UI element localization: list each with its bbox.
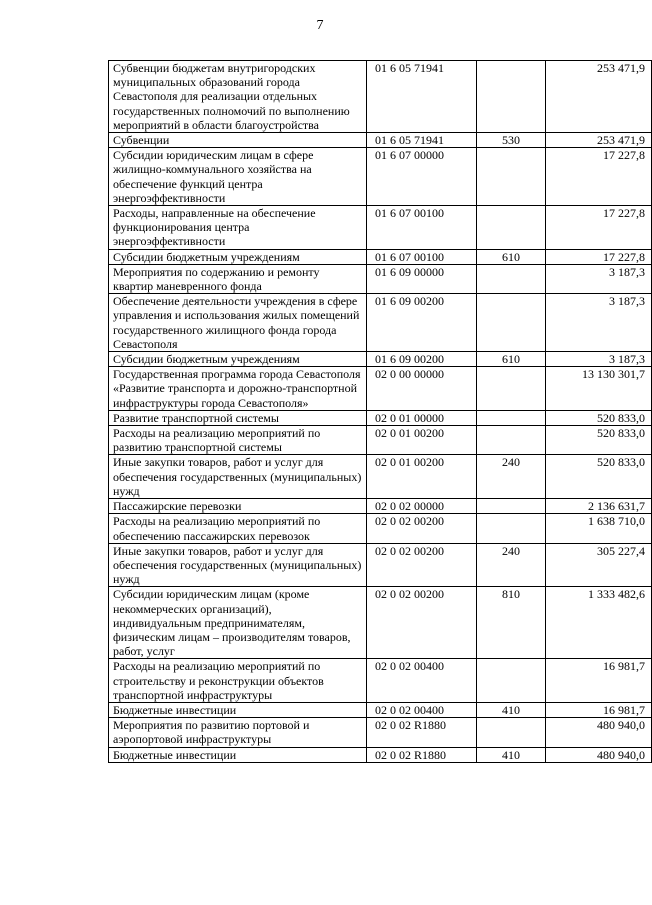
table-row bbox=[109, 148, 652, 206]
row-name-cell: Субсидии бюджетным учреждениям bbox=[109, 249, 367, 264]
row-type-cell bbox=[477, 499, 546, 514]
row-name-cell: Мероприятия по развитию портовой и аэропортовой инфраструктуры bbox=[109, 718, 367, 747]
row-code-cell: 01 6 09 00200 bbox=[367, 294, 477, 352]
row-code-cell: 02 0 02 R1880 bbox=[367, 718, 477, 747]
table-row bbox=[109, 718, 652, 747]
row-amount-cell: 253 471,9 bbox=[546, 61, 652, 133]
row-code-cell: 02 0 02 00200 bbox=[367, 543, 477, 587]
row-type-cell: 240 bbox=[477, 543, 546, 587]
table-row bbox=[109, 499, 652, 514]
row-type-cell bbox=[477, 659, 546, 703]
row-type-cell bbox=[477, 61, 546, 133]
page-number: 7 bbox=[316, 18, 324, 33]
row-name-cell: Пассажирские перевозки bbox=[109, 499, 367, 514]
table-row bbox=[109, 61, 652, 133]
row-type-cell bbox=[477, 367, 546, 411]
table-row bbox=[109, 264, 652, 293]
row-name-cell: Бюджетные инвестиции bbox=[109, 747, 367, 762]
row-name-cell: Субвенции bbox=[109, 133, 367, 148]
row-name-cell: Государственная программа города Севастополя «Развитие транспорта и дорожно-транспортной инфраструктуры города Севастополя» bbox=[109, 367, 367, 411]
row-type-cell bbox=[477, 294, 546, 352]
row-amount-cell: 16 981,7 bbox=[546, 659, 652, 703]
row-amount-cell: 305 227,4 bbox=[546, 543, 652, 587]
table-row bbox=[109, 455, 652, 499]
row-name-cell: Расходы, направленные на обеспечение функционирования центра энергоэффективности bbox=[109, 206, 367, 250]
row-amount-cell: 17 227,8 bbox=[546, 206, 652, 250]
row-code-cell: 02 0 02 00000 bbox=[367, 499, 477, 514]
row-amount-cell: 480 940,0 bbox=[546, 718, 652, 747]
row-amount-cell: 16 981,7 bbox=[546, 702, 652, 717]
row-name-cell: Субсидии бюджетным учреждениям bbox=[109, 352, 367, 367]
row-type-cell bbox=[477, 426, 546, 455]
budget-table-body bbox=[109, 61, 652, 763]
row-amount-cell: 480 940,0 bbox=[546, 747, 652, 762]
table-row bbox=[109, 426, 652, 455]
row-code-cell: 02 0 01 00200 bbox=[367, 426, 477, 455]
row-name-cell: Обеспечение деятельности учреждения в сфере управления и использования жилых помещений государственного жилищного фонда города Севастополя bbox=[109, 294, 367, 352]
table-row bbox=[109, 587, 652, 659]
table-row bbox=[109, 702, 652, 717]
row-type-cell bbox=[477, 718, 546, 747]
row-type-cell: 610 bbox=[477, 352, 546, 367]
row-code-cell: 02 0 02 R1880 bbox=[367, 747, 477, 762]
row-code-cell: 02 0 01 00000 bbox=[367, 410, 477, 425]
row-code-cell: 02 0 00 00000 bbox=[367, 367, 477, 411]
row-amount-cell: 1 333 482,6 bbox=[546, 587, 652, 659]
row-type-cell bbox=[477, 410, 546, 425]
row-code-cell: 02 0 01 00200 bbox=[367, 455, 477, 499]
row-type-cell: 240 bbox=[477, 455, 546, 499]
row-name-cell: Иные закупки товаров, работ и услуг для обеспечения государственных (муниципальных) нужд bbox=[109, 543, 367, 587]
row-amount-cell: 3 187,3 bbox=[546, 264, 652, 293]
row-amount-cell: 17 227,8 bbox=[546, 148, 652, 206]
row-type-cell bbox=[477, 148, 546, 206]
row-type-cell bbox=[477, 514, 546, 543]
row-name-cell: Бюджетные инвестиции bbox=[109, 702, 367, 717]
row-amount-cell: 3 187,3 bbox=[546, 352, 652, 367]
table-row bbox=[109, 294, 652, 352]
row-name-cell: Мероприятия по содержанию и ремонту квартир маневренного фонда bbox=[109, 264, 367, 293]
table-row bbox=[109, 206, 652, 250]
row-type-cell bbox=[477, 264, 546, 293]
row-type-cell: 410 bbox=[477, 747, 546, 762]
row-code-cell: 01 6 05 71941 bbox=[367, 133, 477, 148]
table-row bbox=[109, 543, 652, 587]
table-row bbox=[109, 659, 652, 703]
table-row bbox=[109, 514, 652, 543]
row-name-cell: Субвенции бюджетам внутригородских муниципальных образований города Севастополя для реализации отдельных государственных полномочий по выполнению мероприятий в области благоустройства bbox=[109, 61, 367, 133]
budget-table bbox=[108, 60, 652, 763]
row-amount-cell: 3 187,3 bbox=[546, 294, 652, 352]
row-code-cell: 02 0 02 00200 bbox=[367, 587, 477, 659]
table-row bbox=[109, 367, 652, 411]
row-code-cell: 02 0 02 00400 bbox=[367, 702, 477, 717]
row-amount-cell: 17 227,8 bbox=[546, 249, 652, 264]
row-type-cell: 810 bbox=[477, 587, 546, 659]
row-type-cell: 610 bbox=[477, 249, 546, 264]
table-row bbox=[109, 249, 652, 264]
row-amount-cell: 253 471,9 bbox=[546, 133, 652, 148]
row-name-cell: Субсидии юридическим лицам (кроме некоммерческих организаций), индивидуальным предпринимателям, физическим лицам – производителям товаров, работ, услуг bbox=[109, 587, 367, 659]
row-name-cell: Расходы на реализацию мероприятий по развитию транспортной системы bbox=[109, 426, 367, 455]
row-amount-cell: 1 638 710,0 bbox=[546, 514, 652, 543]
table-row bbox=[109, 133, 652, 148]
row-code-cell: 02 0 02 00400 bbox=[367, 659, 477, 703]
row-amount-cell: 13 130 301,7 bbox=[546, 367, 652, 411]
row-code-cell: 01 6 09 00000 bbox=[367, 264, 477, 293]
row-name-cell: Иные закупки товаров, работ и услуг для обеспечения государственных (муниципальных) нужд bbox=[109, 455, 367, 499]
row-name-cell: Развитие транспортной системы bbox=[109, 410, 367, 425]
table-row bbox=[109, 747, 652, 762]
row-type-cell: 530 bbox=[477, 133, 546, 148]
row-amount-cell: 520 833,0 bbox=[546, 455, 652, 499]
row-name-cell: Расходы на реализацию мероприятий по обеспечению пассажирских перевозок bbox=[109, 514, 367, 543]
row-amount-cell: 520 833,0 bbox=[546, 410, 652, 425]
row-name-cell: Субсидии юридическим лицам в сфере жилищно-коммунального хозяйства на обеспечение функций центра энергоэффективности bbox=[109, 148, 367, 206]
row-code-cell: 01 6 07 00100 bbox=[367, 206, 477, 250]
row-name-cell: Расходы на реализацию мероприятий по строительству и реконструкции объектов транспортной инфраструктуры bbox=[109, 659, 367, 703]
row-amount-cell: 520 833,0 bbox=[546, 426, 652, 455]
row-code-cell: 01 6 09 00200 bbox=[367, 352, 477, 367]
table-row bbox=[109, 410, 652, 425]
row-type-cell: 410 bbox=[477, 702, 546, 717]
row-code-cell: 02 0 02 00200 bbox=[367, 514, 477, 543]
row-code-cell: 01 6 07 00100 bbox=[367, 249, 477, 264]
row-code-cell: 01 6 05 71941 bbox=[367, 61, 477, 133]
row-amount-cell: 2 136 631,7 bbox=[546, 499, 652, 514]
row-type-cell bbox=[477, 206, 546, 250]
row-code-cell: 01 6 07 00000 bbox=[367, 148, 477, 206]
table-row bbox=[109, 352, 652, 367]
